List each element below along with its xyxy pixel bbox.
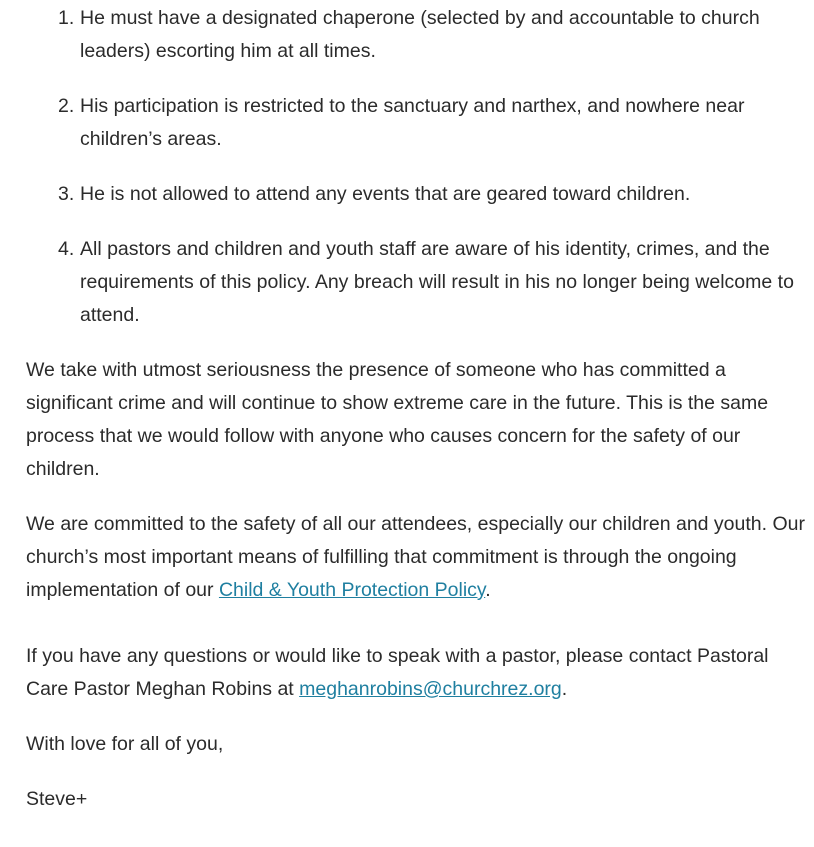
list-item	[26, 233, 810, 332]
list-item	[26, 90, 810, 156]
signature-text: Steve+	[26, 788, 88, 810]
seriousness-paragraph	[26, 354, 810, 486]
commitment-suffix: .	[485, 579, 491, 601]
list-item-number: 3.	[58, 183, 75, 205]
closing-text: With love for all of you,	[26, 733, 224, 755]
list-item-text: All pastors and children and youth staff are aware of his identity, crimes, and the requirements of this policy. Any breach will result in his no longer being welcome to attend.	[80, 238, 794, 326]
list-item-number: 1.	[58, 7, 75, 29]
contact-text: If you have any questions or would like to speak with a pastor, please contact Pastoral Care Pastor Meghan Robins at	[26, 645, 769, 700]
list-item	[26, 2, 810, 68]
list-item-text: He must have a designated chaperone (selected by and accountable to church leaders) escorting him at all times.	[80, 7, 760, 62]
contact-suffix: .	[561, 678, 568, 700]
email-link[interactable]: meghanrobins@churchrez.org	[299, 678, 562, 700]
list-item-number: 4.	[58, 238, 75, 260]
policy-requirements-list	[26, 2, 810, 332]
commitment-paragraph	[26, 508, 810, 607]
list-item-number: 2.	[58, 95, 75, 117]
protection-policy-link[interactable]: Child & Youth Protection Policy	[218, 579, 486, 601]
seriousness-text: We take with utmost seriousness the presence of someone who has committed a significant crime and will continue to show extreme care in the future. This is the same process that we would follow with anyone who causes concern for the safety of our children.	[26, 359, 769, 480]
contact-paragraph	[26, 640, 810, 706]
list-item-text: He is not allowed to attend any events that are geared toward children.	[80, 183, 691, 205]
list-item-text: His participation is restricted to the sanctuary and narthex, and nowhere near children’s areas.	[80, 95, 745, 150]
closing-line	[26, 728, 810, 761]
letter-body	[26, 2, 810, 838]
signature	[26, 783, 810, 816]
commitment-text: We are committed to the safety of all our attendees, especially our children and youth. Our church’s most important means of fulfilling that commitment is through the ongoing implementation of our	[26, 513, 805, 601]
list-item	[26, 178, 810, 211]
